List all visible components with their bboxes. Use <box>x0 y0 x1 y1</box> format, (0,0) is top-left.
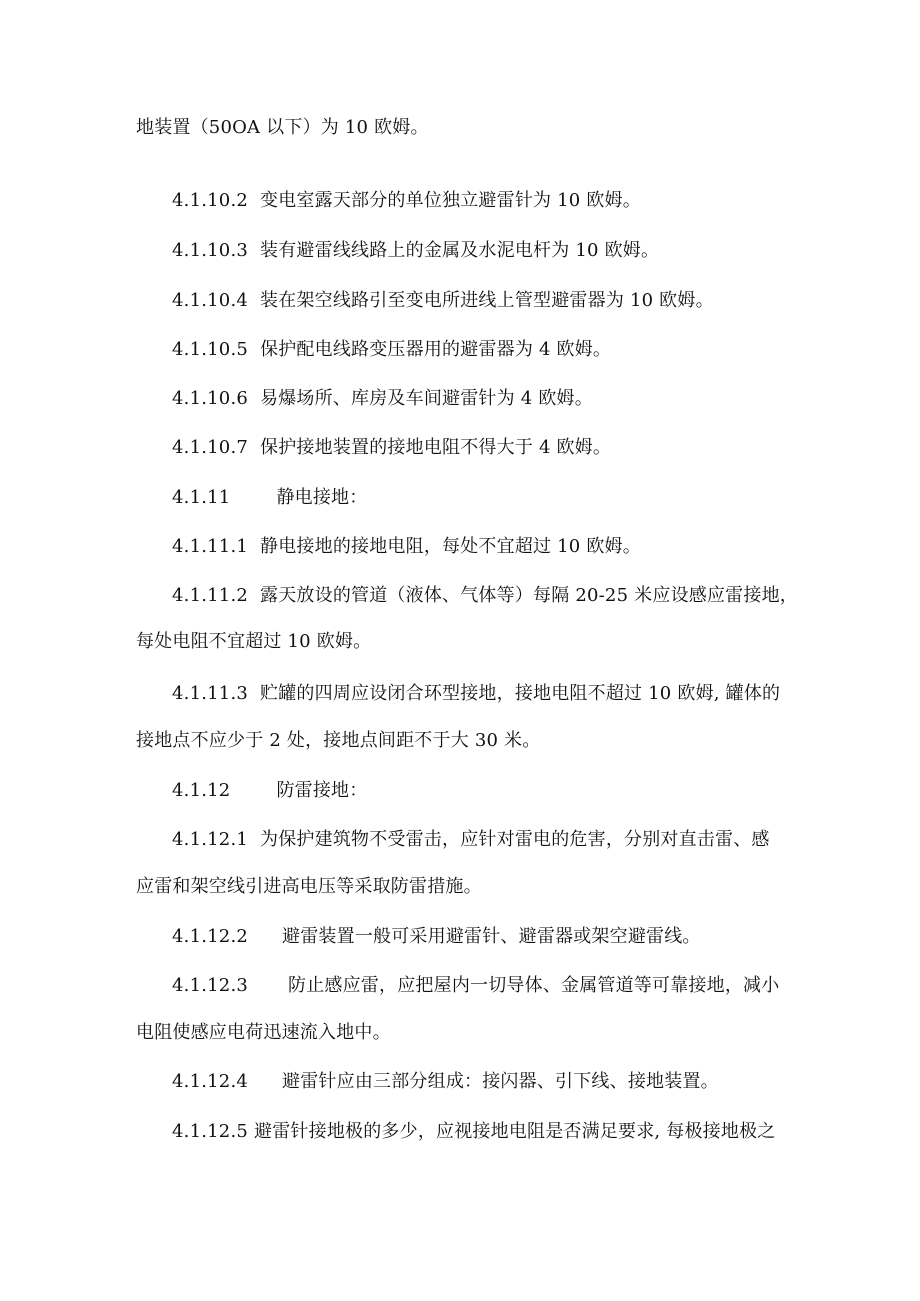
clause-number: 4.1.10.5 <box>172 339 249 360</box>
clause-text: 贮罐的四周应设闭合环型接地，接地电阻不超过 10 欧姆, 罐体的 <box>260 683 781 704</box>
clause-text: 避雷针应由三部分组成：接闪器、引下线、接地装置。 <box>282 1071 719 1092</box>
clause-number: 4.1.10.2 <box>172 190 249 211</box>
clause-4-1-11-2 <box>172 584 798 608</box>
clause-4-1-11-1 <box>172 535 641 559</box>
clause-4-1-10-6 <box>172 387 593 411</box>
section-4-1-12-heading <box>172 779 367 803</box>
clause-number: 4.1.12 <box>172 780 231 801</box>
paragraph-line <box>136 1021 391 1045</box>
line-text: 电阻使感应电荷迅速流入地中。 <box>136 1022 391 1043</box>
clause-text: 避雷针接地极的多少，应视接地电阻是否满足要求, 每极接地极之 <box>254 1121 776 1142</box>
clause-text: 为保护建筑物不受雷击，应针对雷电的危害，分别对直击雷、感 <box>260 829 770 850</box>
clause-4-1-10-3 <box>172 239 659 263</box>
clause-text: 露天放设的管道（液体、气体等）每隔 20-25 米应设感应雷接地， <box>260 585 798 606</box>
clause-number: 4.1.12.2 <box>172 926 249 947</box>
paragraph-line <box>136 116 429 140</box>
clause-4-1-12-1 <box>172 828 770 852</box>
clause-text: 装在架空线路引至变电所进线上管型避雷器为 10 欧姆。 <box>260 290 714 311</box>
clause-number: 4.1.11.2 <box>172 585 249 606</box>
clause-4-1-11-3 <box>172 682 780 706</box>
clause-text: 保护接地装置的接地电阻不得大于 4 欧姆。 <box>260 437 612 458</box>
clause-text: 装有避雷线线路上的金属及水泥电杆为 10 欧姆。 <box>260 240 660 261</box>
clause-number: 4.1.11 <box>172 487 231 508</box>
clause-number: 4.1.12.1 <box>172 829 249 850</box>
clause-number: 4.1.10.7 <box>172 437 249 458</box>
clause-4-1-10-5 <box>172 338 611 362</box>
clause-number: 4.1.10.3 <box>172 240 249 261</box>
clause-text: 静电接地的接地电阻，每处不宜超过 10 欧姆。 <box>260 536 641 557</box>
clause-number: 4.1.10.4 <box>172 290 249 311</box>
clause-4-1-10-7 <box>172 436 611 460</box>
clause-4-1-12-5 <box>172 1120 775 1144</box>
line-text: 地装置（50OA 以下）为 10 欧姆。 <box>136 117 429 138</box>
section-4-1-11-heading <box>172 486 367 510</box>
line-text: 接地点不应少于 2 处，接地点间距不于大 30 米。 <box>136 730 541 751</box>
clause-4-1-10-4 <box>172 289 714 313</box>
clause-number: 4.1.12.3 <box>172 975 249 996</box>
clause-4-1-12-2 <box>172 925 701 949</box>
clause-text: 避雷装置一般可采用避雷针、避雷器或架空避雷线。 <box>282 926 701 947</box>
line-text: 每处电阻不宜超过 10 欧姆。 <box>136 631 372 652</box>
clause-number: 4.1.11.1 <box>172 536 249 557</box>
clause-text: 防雷接地： <box>276 780 368 801</box>
clause-number: 4.1.10.6 <box>172 388 249 409</box>
line-text: 应雷和架空线引进高电压等采取防雷措施。 <box>136 876 482 897</box>
clause-text: 保护配电线路变压器用的避雷器为 4 欧姆。 <box>260 339 612 360</box>
clause-text: 变电室露天部分的单位独立避雷针为 10 欧姆。 <box>260 190 641 211</box>
clause-text: 静电接地： <box>276 487 368 508</box>
clause-number: 4.1.11.3 <box>172 683 249 704</box>
paragraph-line <box>136 630 371 654</box>
paragraph-line <box>136 875 482 899</box>
clause-4-1-10-2 <box>172 189 641 213</box>
clause-text: 易爆场所、库房及车间避雷针为 4 欧姆。 <box>260 388 593 409</box>
clause-4-1-12-3 <box>172 974 779 998</box>
clause-number: 4.1.12.5 <box>172 1121 249 1142</box>
paragraph-line <box>136 729 540 753</box>
clause-4-1-12-4 <box>172 1070 719 1094</box>
clause-text: 防止感应雷，应把屋内一切导体、金属管道等可靠接地，减小 <box>288 975 780 996</box>
clause-number: 4.1.12.4 <box>172 1071 249 1092</box>
